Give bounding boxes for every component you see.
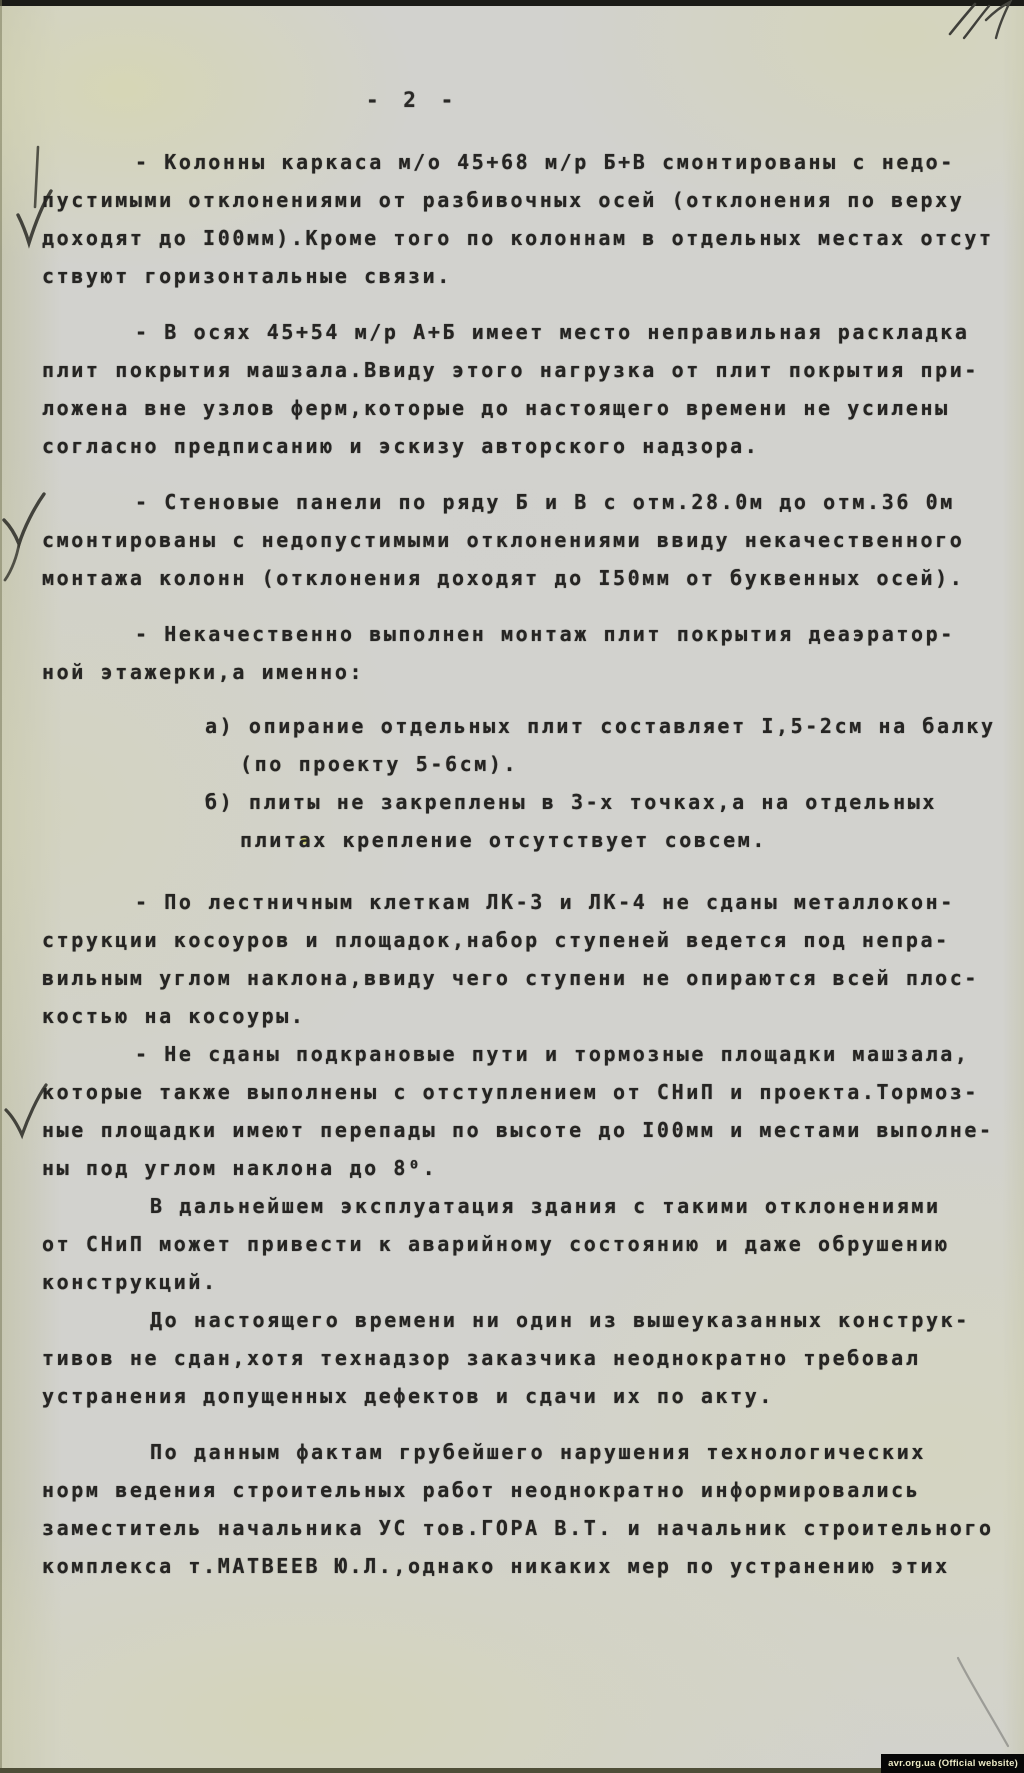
pencil-stroke <box>948 1652 1020 1752</box>
text-line: согласно предписанию и эскизу авторского надзора. <box>42 434 760 458</box>
text-line: норм ведения строительных работ неоднократно информировались <box>42 1478 921 1502</box>
scan-bottom-edge <box>0 1768 1024 1773</box>
text-line: - В осях 45+54 м/р А+Б имеет место неправильная раскладка <box>135 320 970 344</box>
text-line: ной этажерки,а именно: <box>42 660 365 684</box>
text-line: б) плиты не закреплены в 3-х точках,а на отдельных <box>205 790 938 814</box>
text-line: струкции косоуров и площадок,набор ступеней ведется под непра- <box>42 928 950 952</box>
text-line: - Не сданы подкрановые пути и тормозные площадки машзала, <box>135 1042 970 1066</box>
text-line: - По лестничным клеткам ЛК-3 и ЛК-4 не сданы металлокон- <box>135 890 955 914</box>
text-line: смонтированы с недопустимыми отклонениями ввиду некачественного <box>42 528 965 552</box>
text-line: В дальнейшем эксплуатация здания с такими отклонениями <box>150 1194 941 1218</box>
text-line: - Некачественно выполнен монтаж плит покрытия деаэратор- <box>135 622 955 646</box>
text-line: ствуют горизонтальные связи. <box>42 264 452 288</box>
text-line: До настоящего времени ни один из вышеуказанных конструк- <box>150 1308 970 1332</box>
text-line: (по проекту 5-6см). <box>240 752 519 776</box>
text-line: которые также выполнены с отступлением от СНиП и проекта.Тормоз- <box>42 1080 980 1104</box>
text-line: - Колонны каркаса м/о 45+68 м/р Б+В смонтированы с недо- <box>135 150 955 174</box>
text-line: конструкций. <box>42 1270 218 1294</box>
text-line: тивов не сдан,хотя технадзор заказчика неоднократно требовал <box>42 1346 921 1370</box>
text-line: - Стеновые панели по ряду Б и В с отм.28.0м до отм.36 0м <box>135 490 955 514</box>
text-line: плитах крепление отсутствует совсем. <box>240 828 768 852</box>
text-line: доходят до I00мм).Кроме того по колоннам в отдельных местах отсут <box>42 226 994 250</box>
text-line: заместитель начальника УС тов.ГОРА В.Т. и начальник строительного <box>42 1516 994 1540</box>
text-line: вильным углом наклона,ввиду чего ступени не опираются всей плос- <box>42 966 980 990</box>
text-line: костью на косоуры. <box>42 1004 306 1028</box>
text-line: устранения допущенных дефектов и сдачи их по акту. <box>42 1384 775 1408</box>
text-line: пустимыми отклонениями от разбивочных осей (отклонения по верху <box>42 188 965 212</box>
website-watermark: avr.org.ua (Official website) <box>881 1754 1024 1773</box>
text-line: монтажа колонн (отклонения доходят до I50мм от буквенных осей). <box>42 566 965 590</box>
page-number: - 2 - <box>366 88 460 112</box>
text-line: ложена вне узлов ферм,которые до настоящего времени не усилены <box>42 396 950 420</box>
text-line: По данным фактам грубейшего нарушения технологических <box>150 1440 926 1464</box>
text-line: ные площадки имеют перепады по высоте до I00мм и местами выполне- <box>42 1118 994 1142</box>
text-line: от СНиП может привести к аварийному состоянию и даже обрушению <box>42 1232 950 1256</box>
text-line: ны под углом наклона до 8⁰. <box>42 1156 438 1180</box>
scan-top-edge <box>0 0 1024 6</box>
text-line: а) опирание отдельных плит составляет I,5-2см на балку <box>205 714 996 738</box>
document-body <box>42 143 1014 1585</box>
handwritten-page-mark <box>942 0 1022 52</box>
scan-left-edge <box>0 0 2 1773</box>
text-line: комплекса т.МАТВЕЕВ Ю.Л.,однако никаких мер по устранению этих <box>42 1554 950 1578</box>
text-line: плит покрытия машзала.Ввиду этого нагрузка от плит покрытия при- <box>42 358 980 382</box>
